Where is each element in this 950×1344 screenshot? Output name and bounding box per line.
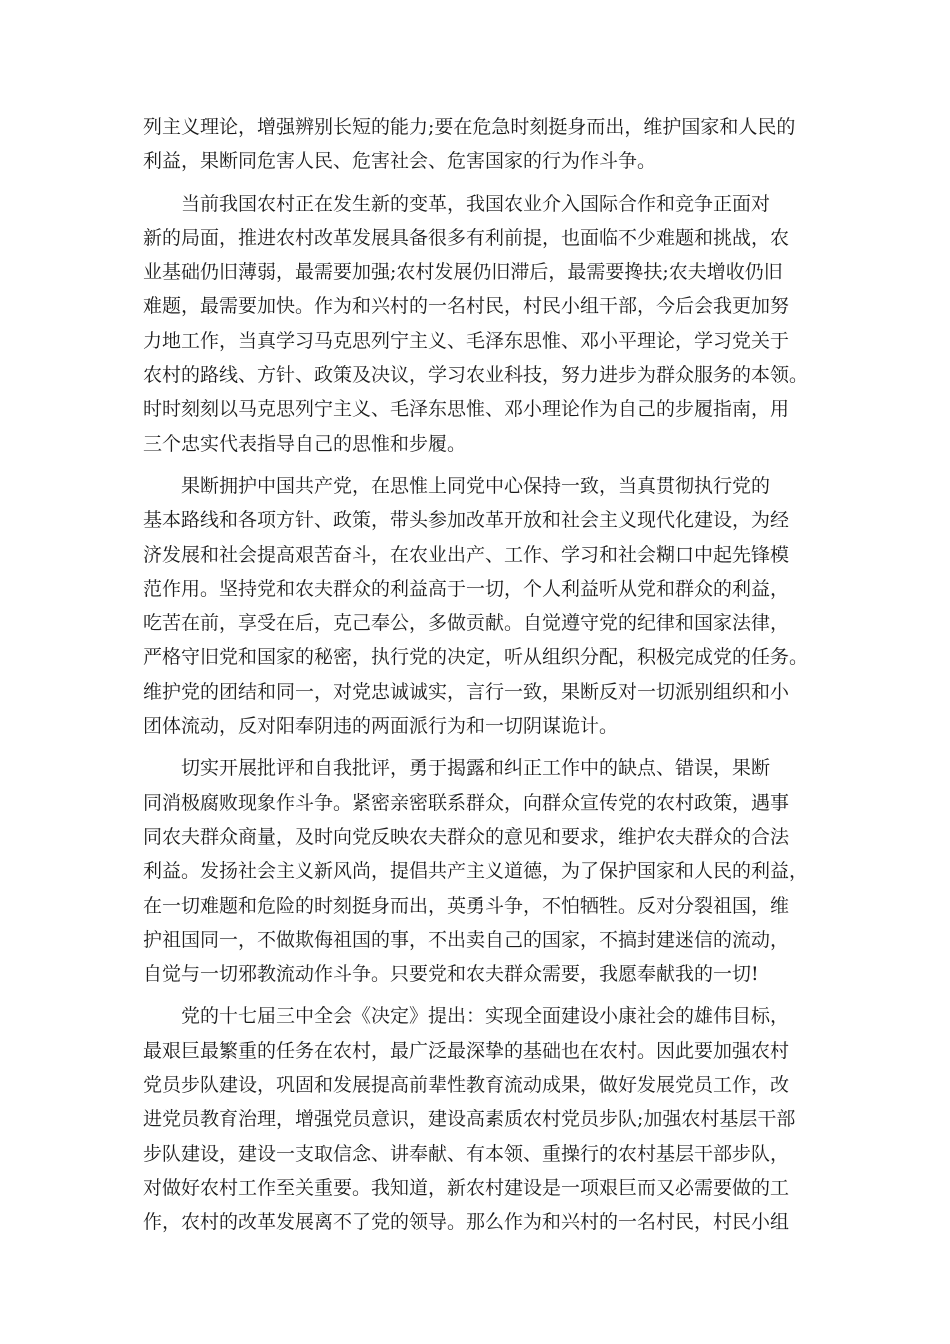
text-line: 切实开展批评和自我批评，勇于揭露和纠正工作中的缺点、错误，果断 [181, 757, 771, 780]
text-line: 业基础仍旧薄弱，最需要加强;农村发展仍旧滞后，最需要搀扶;农夫增收仍旧 [143, 261, 783, 284]
text-line: 同农夫群众商量，及时向党反映农夫群众的意见和要求，维护农夫群众的合法 [143, 825, 790, 848]
text-line: 党的十七届三中全会《决定》提出：实现全面建设小康社会的雄伟目标， [181, 1005, 790, 1028]
text-line: 同消极腐败现象作斗争。紧密亲密联系群众，向群众宣传党的农村政策，遇事 [143, 791, 790, 814]
text-line: 新的局面，推进农村改革发展具备很多有利前提，也面临不少难题和挑战，农 [143, 226, 790, 249]
text-line: 团体流动，反对阳奉阴违的两面派行为和一切阴谋诡计。 [143, 715, 619, 738]
text-line: 当前我国农村正在发生新的变革，我国农业介入国际合作和竞争正面对 [181, 192, 771, 215]
text-line: 党员步队建设，巩固和发展提高前辈性教育流动成果，做好发展党员工作，改 [143, 1074, 790, 1097]
paragraph [143, 999, 813, 1239]
text-line: 利益。发扬社会主义新风尚，提倡共产主义道德，为了保护国家和人民的利益， [143, 860, 809, 883]
text-line: 护祖国同一，不做欺侮祖国的事，不出卖自己的国家，不搞封建迷信的流动， [143, 928, 790, 951]
text-line: 利益，果断同危害人民、危害社会、危害国家的行为作斗争。 [143, 150, 657, 173]
text-line: 自觉与一切邪教流动作斗争。只要党和农夫群众需要，我愿奉献我的一切! [143, 963, 759, 986]
text-line: 果断拥护中国共产党，在思惟上同党中心保持一致，当真贯彻执行党的 [181, 474, 771, 497]
text-line: 时时刻刻以马克思列宁主义、毛泽东思惟、邓小理论作为自己的步履指南，用 [143, 398, 790, 421]
text-line: 进党员教育治理，增强党员意识，建设高素质农村党员步队;加强农村基层干部 [143, 1108, 796, 1131]
text-line: 列主义理论，增强辨别长短的能力;要在危急时刻挺身而出，维护国家和人民的 [143, 116, 796, 138]
paragraph [143, 110, 813, 179]
text-line: 农村的路线、方针、政策及决议，学习农业科技，努力进步为群众服务的本领。 [143, 364, 809, 387]
text-line: 严格守旧党和国家的秘密，执行党的决定，听从组织分配，积极完成党的任务。 [143, 646, 809, 669]
text-line: 维护党的团结和同一，对党忠诚诚实，言行一致，果断反对一切派别组织和小 [143, 680, 790, 703]
text-line: 对做好农村工作至关重要。我知道，新农村建设是一项艰巨而又必需要做的工 [143, 1176, 790, 1199]
text-line: 范作用。坚持党和农夫群众的利益高于一切，个人利益听从党和群众的利益， [143, 577, 790, 600]
text-line: 基本路线和各项方针、政策，带头参加改革开放和社会主义现代化建设，为经 [143, 509, 790, 532]
paragraph [143, 469, 813, 743]
paragraph [143, 187, 813, 461]
paragraph [143, 751, 813, 991]
text-line: 作，农村的改革发展离不了党的领导。那么作为和兴村的一名村民，村民小组 [143, 1211, 790, 1234]
text-line: 步队建设，建设一支取信念、讲奉献、有本领、重操行的农村基层干部步队， [143, 1142, 790, 1165]
text-line: 三个忠实代表指导自己的思惟和步履。 [143, 432, 467, 455]
text-line: 力地工作，当真学习马克思列宁主义、毛泽东思惟、邓小平理论，学习党关于 [143, 329, 790, 352]
document-body [143, 110, 813, 1248]
text-line: 难题，最需要加快。作为和兴村的一名村民，村民小组干部，今后会我更加努 [143, 295, 790, 318]
text-line: 济发展和社会提高艰苦奋斗，在农业出产、工作、学习和社会糊口中起先锋模 [143, 543, 790, 566]
text-line: 最艰巨最繁重的任务在农村，最广泛最深挚的基础也在农村。因此要加强农村 [143, 1039, 790, 1062]
text-line: 吃苦在前，享受在后，克己奉公，多做贡献。自觉遵守党的纪律和国家法律， [143, 612, 790, 635]
text-line: 在一切难题和危险的时刻挺身而出，英勇斗争，不怕牺牲。反对分裂祖国，维 [143, 894, 790, 917]
